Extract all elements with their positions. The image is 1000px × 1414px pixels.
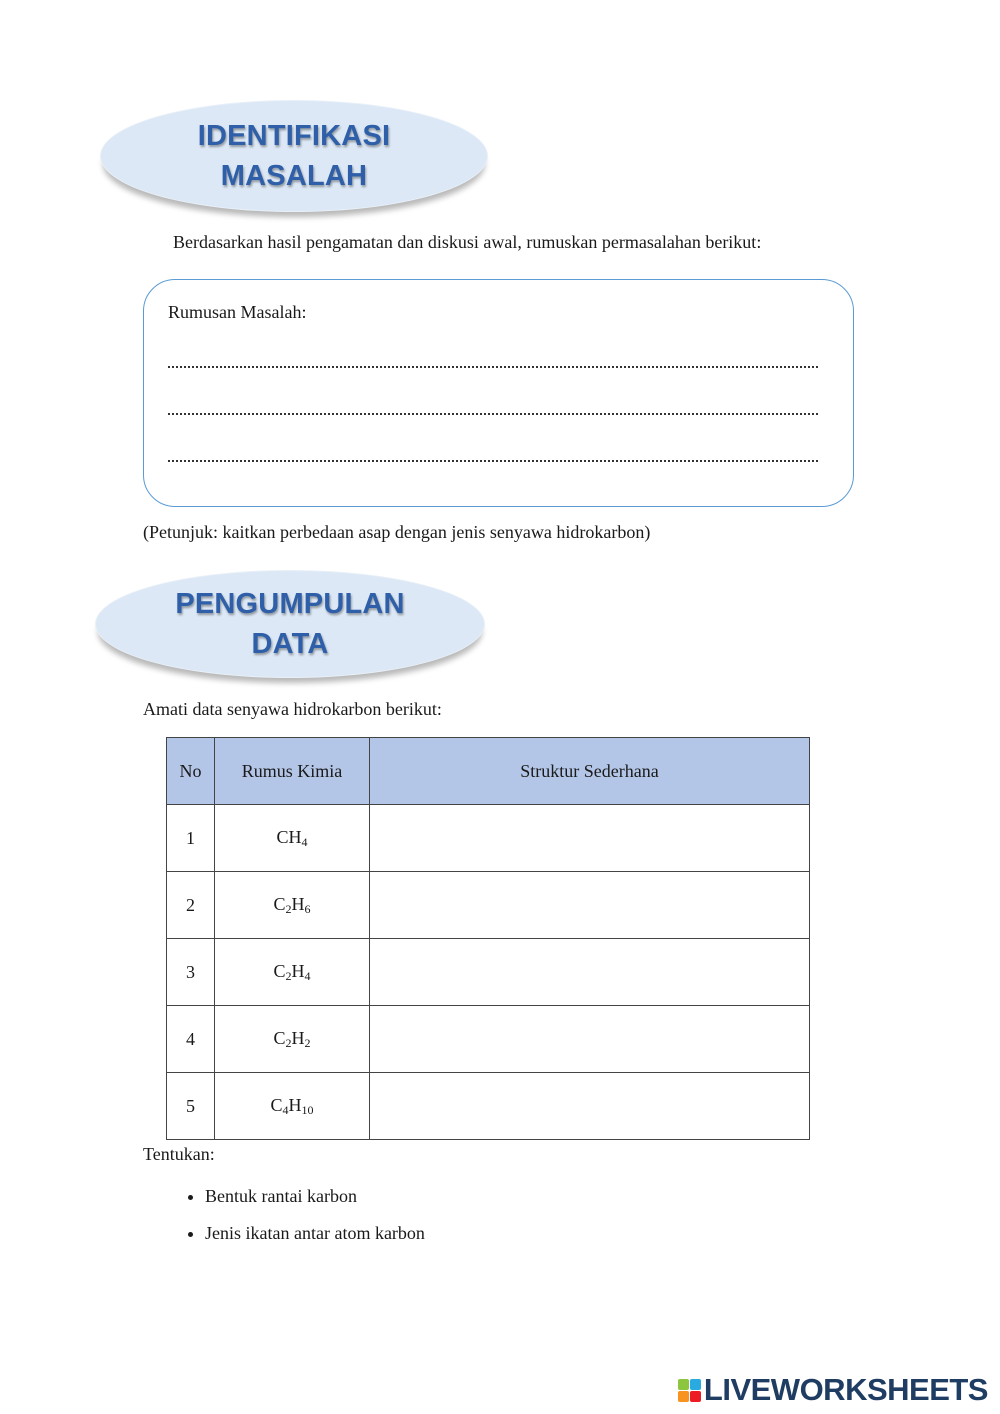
answer-line-1[interactable] [168, 366, 818, 368]
table-row [167, 872, 810, 939]
list-item: • Bentuk rantai karbon [205, 1178, 425, 1215]
section1-intro: Berdasarkan hasil pengamatan dan diskusi awal, rumuskan permasalahan berikut: [173, 232, 762, 252]
row-struktur-cell[interactable] [370, 805, 810, 872]
row-formula: $CH_4$ [215, 805, 370, 872]
logo-square-i [690, 1379, 701, 1390]
row-struktur-cell[interactable] [370, 872, 810, 939]
liveworksheets-logo [678, 1372, 988, 1408]
row-formula: $C_2H_6$ [215, 872, 370, 939]
table-row [167, 1073, 810, 1140]
pengumpulan-data-banner [95, 570, 485, 678]
row-struktur-cell[interactable] [370, 1006, 810, 1073]
row-no: 2 [167, 872, 215, 939]
row-no: 4 [167, 1006, 215, 1073]
row-struktur-cell[interactable] [370, 1073, 810, 1140]
banner-title-line1: IDENTIFIKASI [197, 120, 391, 152]
table-row [167, 1006, 810, 1073]
banner-title-line2: MASALAH [220, 160, 368, 192]
row-no: 5 [167, 1073, 215, 1140]
row-no: 1 [167, 805, 215, 872]
rumusan-masalah-box [143, 279, 854, 507]
liveworksheets-logo-icon [678, 1379, 701, 1402]
banner-title-line2: DATA [251, 628, 329, 660]
section2-intro: Amati data senyawa hidrokarbon berikut: [143, 699, 442, 719]
logo-square-l [678, 1379, 689, 1390]
table-header-row [167, 738, 810, 805]
table-row [167, 805, 810, 872]
answer-line-3[interactable] [168, 460, 818, 462]
hint-text: (Petunjuk: kaitkan perbedaan asap dengan jenis senyawa hidrokarbon) [143, 522, 651, 542]
row-formula: $C_2H_4$ [215, 939, 370, 1006]
logo-square-v [678, 1391, 689, 1402]
header-struktur-sederhana: Struktur Sederhana [370, 738, 810, 805]
answer-line-2[interactable] [168, 413, 818, 415]
logo-text: LIVEWORKSHEETS [703, 1372, 988, 1407]
table-row [167, 939, 810, 1006]
row-formula: $C_4H_{10}$ [215, 1073, 370, 1140]
header-rumus-kimia: Rumus Kimia [215, 738, 370, 805]
row-struktur-cell[interactable] [370, 939, 810, 1006]
tentukan-list [145, 1178, 425, 1252]
banner-title-line1: PENGUMPULAN [175, 588, 405, 620]
row-formula: $C_2H_2$ [215, 1006, 370, 1073]
header-no: No [167, 738, 215, 805]
row-no: 3 [167, 939, 215, 1006]
hidrokarbon-table [166, 737, 810, 1140]
identifikasi-masalah-banner [100, 100, 488, 212]
logo-square-e [690, 1391, 701, 1402]
list-item: • Jenis ikatan antar atom karbon [205, 1215, 425, 1252]
rumusan-masalah-label: Rumusan Masalah: [168, 302, 307, 322]
tentukan-label: Tentukan: [143, 1144, 215, 1164]
